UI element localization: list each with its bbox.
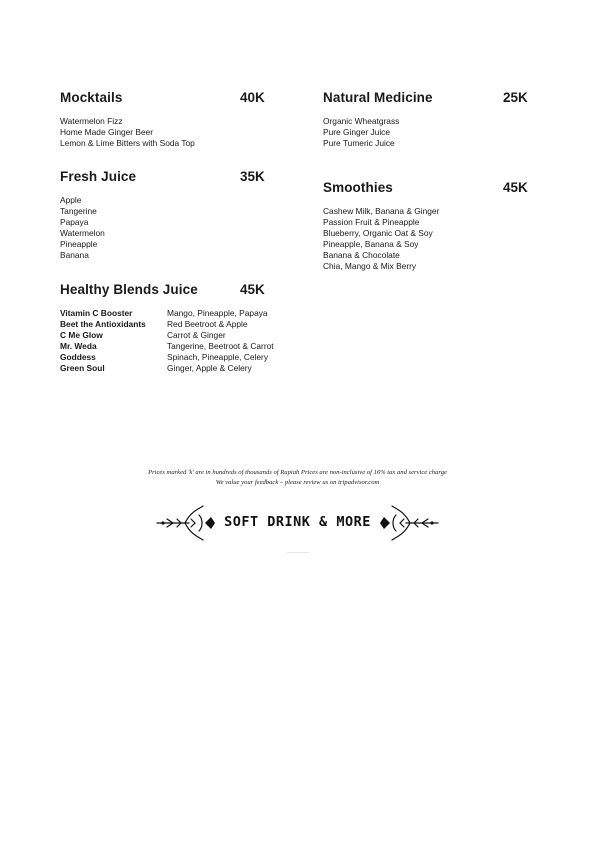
- list-item: [60, 308, 300, 319]
- section-header: [60, 90, 275, 108]
- list-item: [60, 363, 300, 374]
- list-item: Chia, Mango & Mix Berry: [323, 261, 417, 271]
- section-natural-medicine: [323, 90, 538, 149]
- blend-list: [60, 308, 300, 374]
- item-list: [60, 195, 275, 261]
- list-item: Pure Tumeric Juice: [323, 138, 395, 148]
- list-item: Pineapple: [60, 239, 98, 249]
- item-list: [60, 116, 275, 149]
- section-title: Smoothies: [323, 180, 393, 195]
- section-title: Healthy Blends Juice: [60, 282, 198, 297]
- item-description: Mango, Pineapple, Papaya: [167, 308, 268, 318]
- item-name: Goddess: [60, 352, 96, 362]
- section-price: 40K: [240, 90, 265, 105]
- list-item: Banana: [60, 250, 89, 260]
- item-name: Green Soul: [60, 363, 105, 373]
- list-item: Banana & Chocolate: [323, 250, 400, 260]
- list-item: Watermelon Fizz: [60, 116, 123, 126]
- section-price: 35K: [240, 169, 265, 184]
- section-header: [60, 169, 275, 187]
- section-price: 45K: [240, 282, 265, 297]
- list-item: [60, 319, 300, 330]
- list-item: [60, 330, 300, 341]
- item-name: C Me Glow: [60, 330, 103, 340]
- section-price: 25K: [503, 90, 528, 105]
- section-healthy-blends: [60, 282, 300, 374]
- item-list: [323, 206, 538, 272]
- list-item: Apple: [60, 195, 82, 205]
- list-item: Passion Fruit & Pineapple: [323, 217, 420, 227]
- banner-title: SOFT DRINK & MORE: [224, 514, 371, 530]
- list-item: Lemon & Lime Bitters with Soda Top: [60, 138, 195, 148]
- item-description: Spinach, Pineapple, Celery: [167, 352, 269, 362]
- section-banner: [155, 503, 440, 543]
- list-item: [60, 352, 300, 363]
- section-smoothies: [323, 180, 538, 272]
- section-mocktails: [60, 90, 275, 149]
- list-item: Papaya: [60, 217, 89, 227]
- item-description: Red Beetroot & Apple: [167, 319, 248, 329]
- divider: [287, 552, 309, 553]
- ornament-flourish-right-icon: [378, 503, 440, 543]
- section-title: Fresh Juice: [60, 169, 137, 184]
- item-name: Vitamin C Booster: [60, 308, 133, 318]
- list-item: Watermelon: [60, 228, 105, 238]
- section-title: Mocktails: [60, 90, 123, 105]
- list-item: Tangerine: [60, 206, 97, 216]
- feedback-note: We value your feedback – please review us on tripadvisor.com: [215, 479, 380, 486]
- item-name: Beet the Antioxidants: [60, 319, 146, 329]
- price-note: Prices marked 'k' are in hundreds of thousands of Rupiah Prices are non-inclusive of 16% tax and service charge: [148, 469, 447, 476]
- section-header: [323, 90, 538, 108]
- item-description: Tangerine, Beetroot & Carrot: [167, 341, 274, 351]
- list-item: Organic Wheatgrass: [323, 116, 400, 126]
- item-list: [323, 116, 538, 149]
- item-name: Mr. Weda: [60, 341, 97, 351]
- list-item: Pineapple, Banana & Soy: [323, 239, 419, 249]
- list-item: [60, 341, 300, 352]
- item-description: Carrot & Ginger: [167, 330, 226, 340]
- list-item: Blueberry, Organic Oat & Soy: [323, 228, 433, 238]
- list-item: Cashew Milk, Banana & Ginger: [323, 206, 440, 216]
- list-item: Home Made Ginger Beer: [60, 127, 154, 137]
- section-title: Natural Medicine: [323, 90, 433, 105]
- item-description: Ginger, Apple & Celery: [167, 363, 252, 373]
- section-header: [60, 282, 300, 300]
- section-fresh-juice: [60, 169, 275, 261]
- section-price: 45K: [503, 180, 528, 195]
- list-item: Pure Ginger Juice: [323, 127, 391, 137]
- section-header: [323, 180, 538, 198]
